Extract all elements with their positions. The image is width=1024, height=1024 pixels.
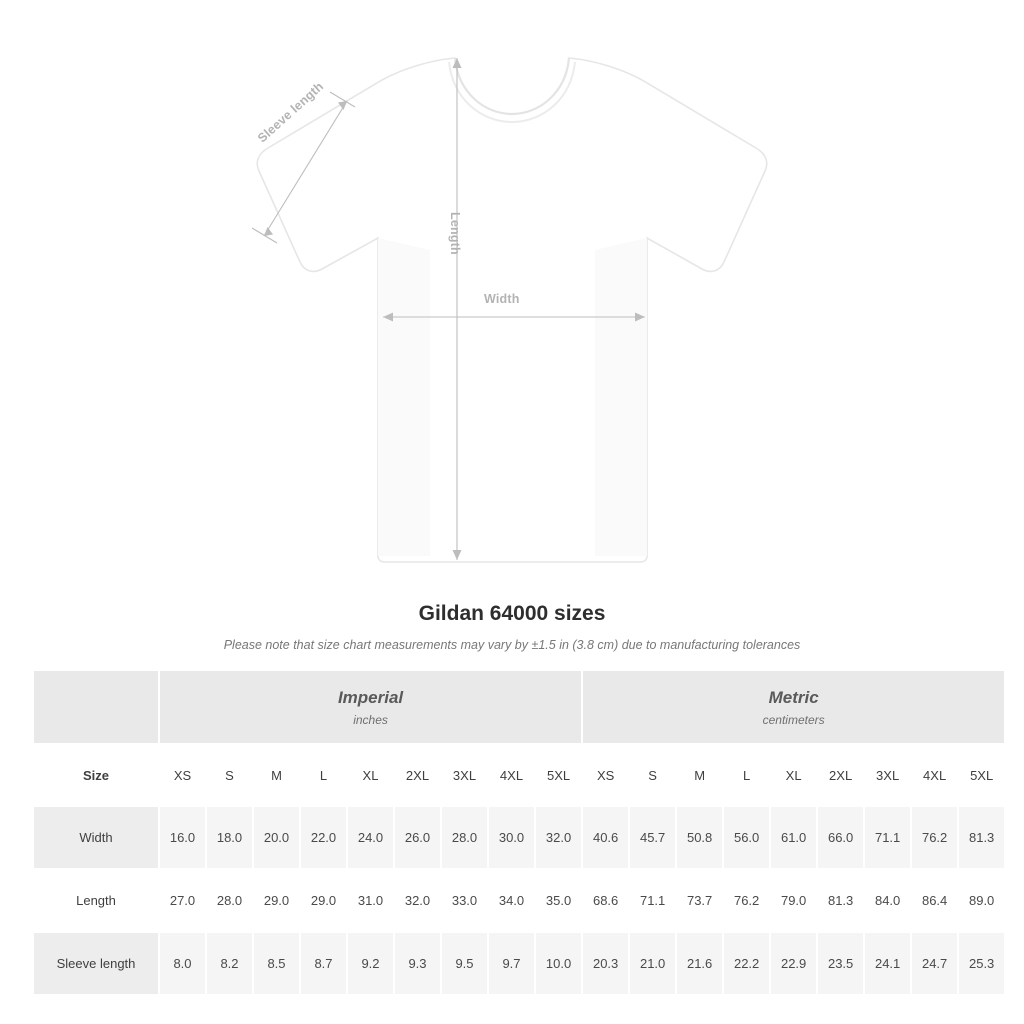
cell-value: 8.7 [300, 932, 347, 995]
column-header-4xl-16: 4XL [911, 744, 958, 806]
page-title: Gildan 64000 sizes [418, 602, 606, 625]
cell-value: 56.0 [723, 806, 770, 869]
cell-value: 24.7 [911, 932, 958, 995]
table-body [33, 806, 1005, 995]
cell-value: 35.0 [535, 869, 582, 932]
cell-value: 24.1 [864, 932, 911, 995]
cell-value: 66.0 [817, 806, 864, 869]
cell-value: 68.6 [582, 869, 629, 932]
sleeve-length-label: Sleeve length [255, 79, 327, 146]
cell-value: 20.3 [582, 932, 629, 995]
width-label: Width [484, 292, 520, 306]
cell-value: 32.0 [535, 806, 582, 869]
cell-value: 9.7 [488, 932, 535, 995]
cell-value: 32.0 [394, 869, 441, 932]
cell-value: 73.7 [676, 869, 723, 932]
column-header-xs-9: XS [582, 744, 629, 806]
cell-value: 71.1 [629, 869, 676, 932]
cell-value: 24.0 [347, 806, 394, 869]
cell-value: 20.0 [253, 806, 300, 869]
unit-group-cell-metric [582, 670, 1005, 744]
cell-value: 22.2 [723, 932, 770, 995]
column-header-3xl-6: 3XL [441, 744, 488, 806]
cell-value: 21.6 [676, 932, 723, 995]
row-label-sleeve-length: Sleeve length [33, 932, 159, 995]
cell-value: 8.2 [206, 932, 253, 995]
cell-value: 79.0 [770, 869, 817, 932]
column-header-m-2: M [253, 744, 300, 806]
size-row-label: Size [33, 744, 159, 806]
unit-group-name: Imperial [337, 687, 404, 707]
column-header-l-3: L [300, 744, 347, 806]
cell-value: 50.8 [676, 806, 723, 869]
cell-value: 16.0 [159, 806, 206, 869]
size-chart-table [32, 669, 1006, 996]
cell-value: 8.5 [253, 932, 300, 995]
column-header-5xl-17: 5XL [958, 744, 1005, 806]
cell-value: 22.9 [770, 932, 817, 995]
cell-value: 29.0 [253, 869, 300, 932]
table-head [33, 670, 1005, 806]
column-header-2xl-14: 2XL [817, 744, 864, 806]
cell-value: 86.4 [911, 869, 958, 932]
chart-header [0, 602, 1024, 652]
cell-value: 9.3 [394, 932, 441, 995]
unit-group-cell-imperial [159, 670, 582, 744]
cell-value: 9.5 [441, 932, 488, 995]
cell-value: 45.7 [629, 806, 676, 869]
table-corner-cell [33, 670, 159, 744]
table-row [33, 932, 1005, 995]
column-header-m-11: M [676, 744, 723, 806]
column-header-s-10: S [629, 744, 676, 806]
cell-value: 9.2 [347, 932, 394, 995]
column-header-l-12: L [723, 744, 770, 806]
cell-value: 25.3 [958, 932, 1005, 995]
cell-value: 34.0 [488, 869, 535, 932]
size-chart-table-wrapper [32, 669, 995, 996]
cell-value: 22.0 [300, 806, 347, 869]
row-label-width: Width [33, 806, 159, 869]
cell-value: 21.0 [629, 932, 676, 995]
cell-value: 10.0 [535, 932, 582, 995]
column-header-5xl-8: 5XL [535, 744, 582, 806]
cell-value: 40.6 [582, 806, 629, 869]
cell-value: 27.0 [159, 869, 206, 932]
cell-value: 33.0 [441, 869, 488, 932]
cell-value: 76.2 [911, 806, 958, 869]
column-header-xl-13: XL [770, 744, 817, 806]
row-label-length: Length [33, 869, 159, 932]
cell-value: 23.5 [817, 932, 864, 995]
column-header-2xl-5: 2XL [394, 744, 441, 806]
column-header-4xl-7: 4XL [488, 744, 535, 806]
cell-value: 81.3 [817, 869, 864, 932]
unit-group-sub: inches [353, 712, 388, 727]
unit-group-name: Metric [768, 687, 819, 707]
cell-value: 89.0 [958, 869, 1005, 932]
size-header-row [33, 744, 1005, 806]
cell-value: 29.0 [300, 869, 347, 932]
column-header-xl-4: XL [347, 744, 394, 806]
column-header-s-1: S [206, 744, 253, 806]
unit-group-sub: centimeters [762, 712, 825, 727]
unit-group-row [33, 670, 1005, 744]
cell-value: 26.0 [394, 806, 441, 869]
cell-value: 71.1 [864, 806, 911, 869]
cell-value: 84.0 [864, 869, 911, 932]
cell-value: 28.0 [206, 869, 253, 932]
table-row [33, 806, 1005, 869]
table-row [33, 869, 1005, 932]
length-label: Length [448, 212, 462, 255]
column-header-xs-0: XS [159, 744, 206, 806]
cell-value: 18.0 [206, 806, 253, 869]
cell-value: 28.0 [441, 806, 488, 869]
cell-value: 81.3 [958, 806, 1005, 869]
column-header-3xl-15: 3XL [864, 744, 911, 806]
cell-value: 76.2 [723, 869, 770, 932]
cell-value: 31.0 [347, 869, 394, 932]
cell-value: 61.0 [770, 806, 817, 869]
tolerance-note: Please note that size chart measurements may vary by ±1.5 in (3.8 cm) due to manufacturing tolerances [223, 638, 801, 652]
cell-value: 30.0 [488, 806, 535, 869]
cell-value: 8.0 [159, 932, 206, 995]
